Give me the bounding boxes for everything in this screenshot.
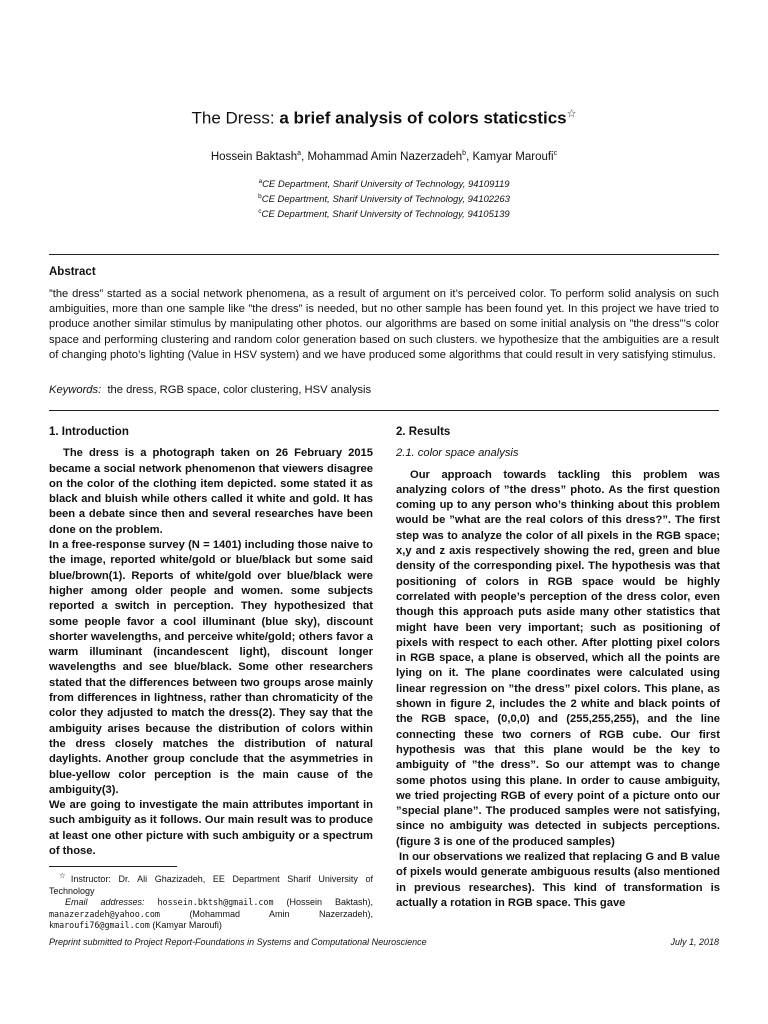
affil-mark: c	[258, 207, 262, 215]
email-link[interactable]: kmaroufi76@gmail.com	[49, 920, 150, 931]
intro-paragraph-2: In a free-response survey (N = 1401) including those naive to the image, reported white/gold or blue/black but some said blue/brown(1). Reports of white/gold over blue/black were higher among older people and women. some subjects reported a switch in perception. They hypothesized that some people favor a cool illuminant (blue sky), discount shorter wavelengths, and perceive white/gold; others favor a warm illuminant (incandescent light), discount longer wavelengths and see blue/black. Some other researchers stated that the differences between two groups arose mainly from differences in lightness, rather than chromaticity of the color they adjusted to match the dress(2). They say that the ambiguity arises because the distribution of colors within the dress closely matches the distribution of natural daylights. Another group conclude that the asymmetries in blue-yellow color perception is the main cause of the ambiguity(3).	[49, 539, 373, 796]
affiliations	[0, 176, 768, 221]
title-plain: The Dress:	[191, 108, 280, 128]
author-2: Mohammad Amin Nazerzadeh	[307, 150, 463, 163]
title-footnote-mark[interactable]: ☆	[566, 108, 577, 120]
author-list	[0, 150, 768, 163]
paper-title	[0, 107, 768, 129]
author-3-affil-mark: c	[553, 150, 558, 157]
intro-paragraph-1: The dress is a photograph taken on 26 February 2015 became a social network phenomenon that viewers disagree on the color of the clothing item depicted. some stated it as black and bluish while others called it white and gold. It has been a debate since then and several researches have been done on the problem.	[49, 447, 373, 536]
abstract-heading: Abstract	[49, 266, 96, 278]
footnote-instructor-text: Instructor: Dr. Ali Ghazizadeh, EE Department Sharif University of Technology	[49, 874, 373, 896]
footnote-mark: ☆	[59, 871, 71, 880]
email-link[interactable]: hossein.bktsh@gmail.com	[157, 897, 274, 908]
footnote	[49, 870, 373, 932]
footer-venue: Preprint submitted to Project Report-Foundations in Systems and Computational Neuroscience	[49, 937, 427, 947]
author-1-affil-mark: a	[297, 150, 302, 157]
email-owner: (Mohammad Amin Nazerzadeh),	[159, 908, 373, 919]
section-2-heading: 2. Results	[396, 426, 451, 438]
author-2-affil-mark: b	[462, 150, 467, 157]
footnote-instructor	[49, 870, 373, 897]
results-paragraph-1: Our approach towards tackling this problem was analyzing colors of ”the dress” photo. As the first question coming up to any person who’s thinking about this problem would be ”what are the real colors of this dress?”. The first step was to analyze the color of all pixels in the RGB space; x,y and z axis respectively showing the red, green and blue density of the corresponding pixel. The hypothesis was that positioning of colors in RGB space would be highly correlated with people’s perception of the dress color, even though this approach puts aside many other statistics that might have been very important; such as positioning of pixels with respect to each other. After plotting pixel colors in RGB space, a plane is observed, which all the points are lying on it. The plane coordinates were calculated using linear regression on ”the dress” pixel colors. This plane, as shown in figure 2, includes the 2 white and black points of the RGB space, (0,0,0) and (255,255,255), and the line connecting these two corners of RGB cube. Our first hypothesis was that this plane would be the key to ambiguity of ”the dress”. So our attempt was to change some photos using this plane. In order to cause ambiguity, we tried projecting RGB of every point of a picture onto our ”special plane”. The produced samples were not satisfying, since no ambiguity was detected in subjects perceptions. (figure 3 is one of the produced samples)	[396, 468, 720, 848]
intro-paragraph-3: We are going to investigate the main attributes important in such ambiguity as it follows. Our main result was to produce at least one other picture with such ambiguity or a spectrum of those.	[49, 799, 373, 858]
email-link[interactable]: manazerzadeh@yahoo.com	[49, 908, 160, 919]
affiliation-a	[0, 176, 768, 191]
email-owner: (Kamyar Maroufi)	[149, 920, 222, 931]
affil-text: CE Department, Sharif University of Technology, 94109119	[262, 179, 510, 191]
affil-text: CE Department, Sharif University of Technology, 94105139	[261, 209, 510, 221]
footnote-emails	[49, 897, 373, 932]
abstract-text: ”the dress” started as a social network phenomena, as a result of argument on it’s perceived color. To perform solid analysis on such ambiguities, more than one sample like ”the dress” is needed, but no other sample has been found yet. In this project we have tried to produce another similar stimulus by manipulating other photos. our algorithms are based on some initial analysis on ”the dress”’s color space and performing clustering and random color generation based on such clusters. we hypothesize that the ambiguities are a result of changing photo’s lighting (Value in HSV system) and we have produced some algorithms that could result in very satisfying stimulus.	[49, 288, 719, 361]
author-separator: ,	[301, 150, 308, 163]
author-3: Kamyar Maroufi	[472, 150, 554, 163]
subsection-2-1-heading: 2.1. color space analysis	[396, 447, 519, 460]
results-paragraph-2: In our observations we realized that replacing G and B value of pixels would generate ambiguous results (also mentioned in previous researches). This kind of transformation is actually a rotation in RGB space. This gave	[396, 851, 720, 909]
affil-mark: b	[258, 192, 262, 200]
abstract-bottom-rule	[49, 410, 719, 411]
keywords-label: Keywords:	[49, 384, 102, 396]
affil-text: CE Department, Sharif University of Technology, 94102263	[261, 194, 510, 206]
right-column	[396, 425, 720, 911]
footer-date: July 1, 2018	[670, 937, 719, 947]
email-owner: (Hossein Baktash),	[273, 897, 373, 908]
keywords-list: the dress, RGB space, color clustering, HSV analysis	[107, 384, 372, 396]
keywords	[49, 384, 371, 396]
left-column	[49, 425, 373, 859]
title-bold: a brief analysis of colors staticstics	[279, 108, 567, 128]
section-1-heading: 1. Introduction	[49, 426, 129, 438]
affil-mark: a	[258, 178, 263, 185]
author-separator: ,	[466, 150, 473, 163]
email-label: Email addresses:	[65, 897, 145, 908]
abstract-top-rule	[49, 254, 719, 255]
author-1: Hossein Baktash	[210, 150, 298, 163]
footnote-rule	[49, 866, 177, 867]
page-footer	[49, 937, 719, 947]
affiliation-c	[0, 206, 768, 221]
affiliation-b	[0, 191, 768, 206]
